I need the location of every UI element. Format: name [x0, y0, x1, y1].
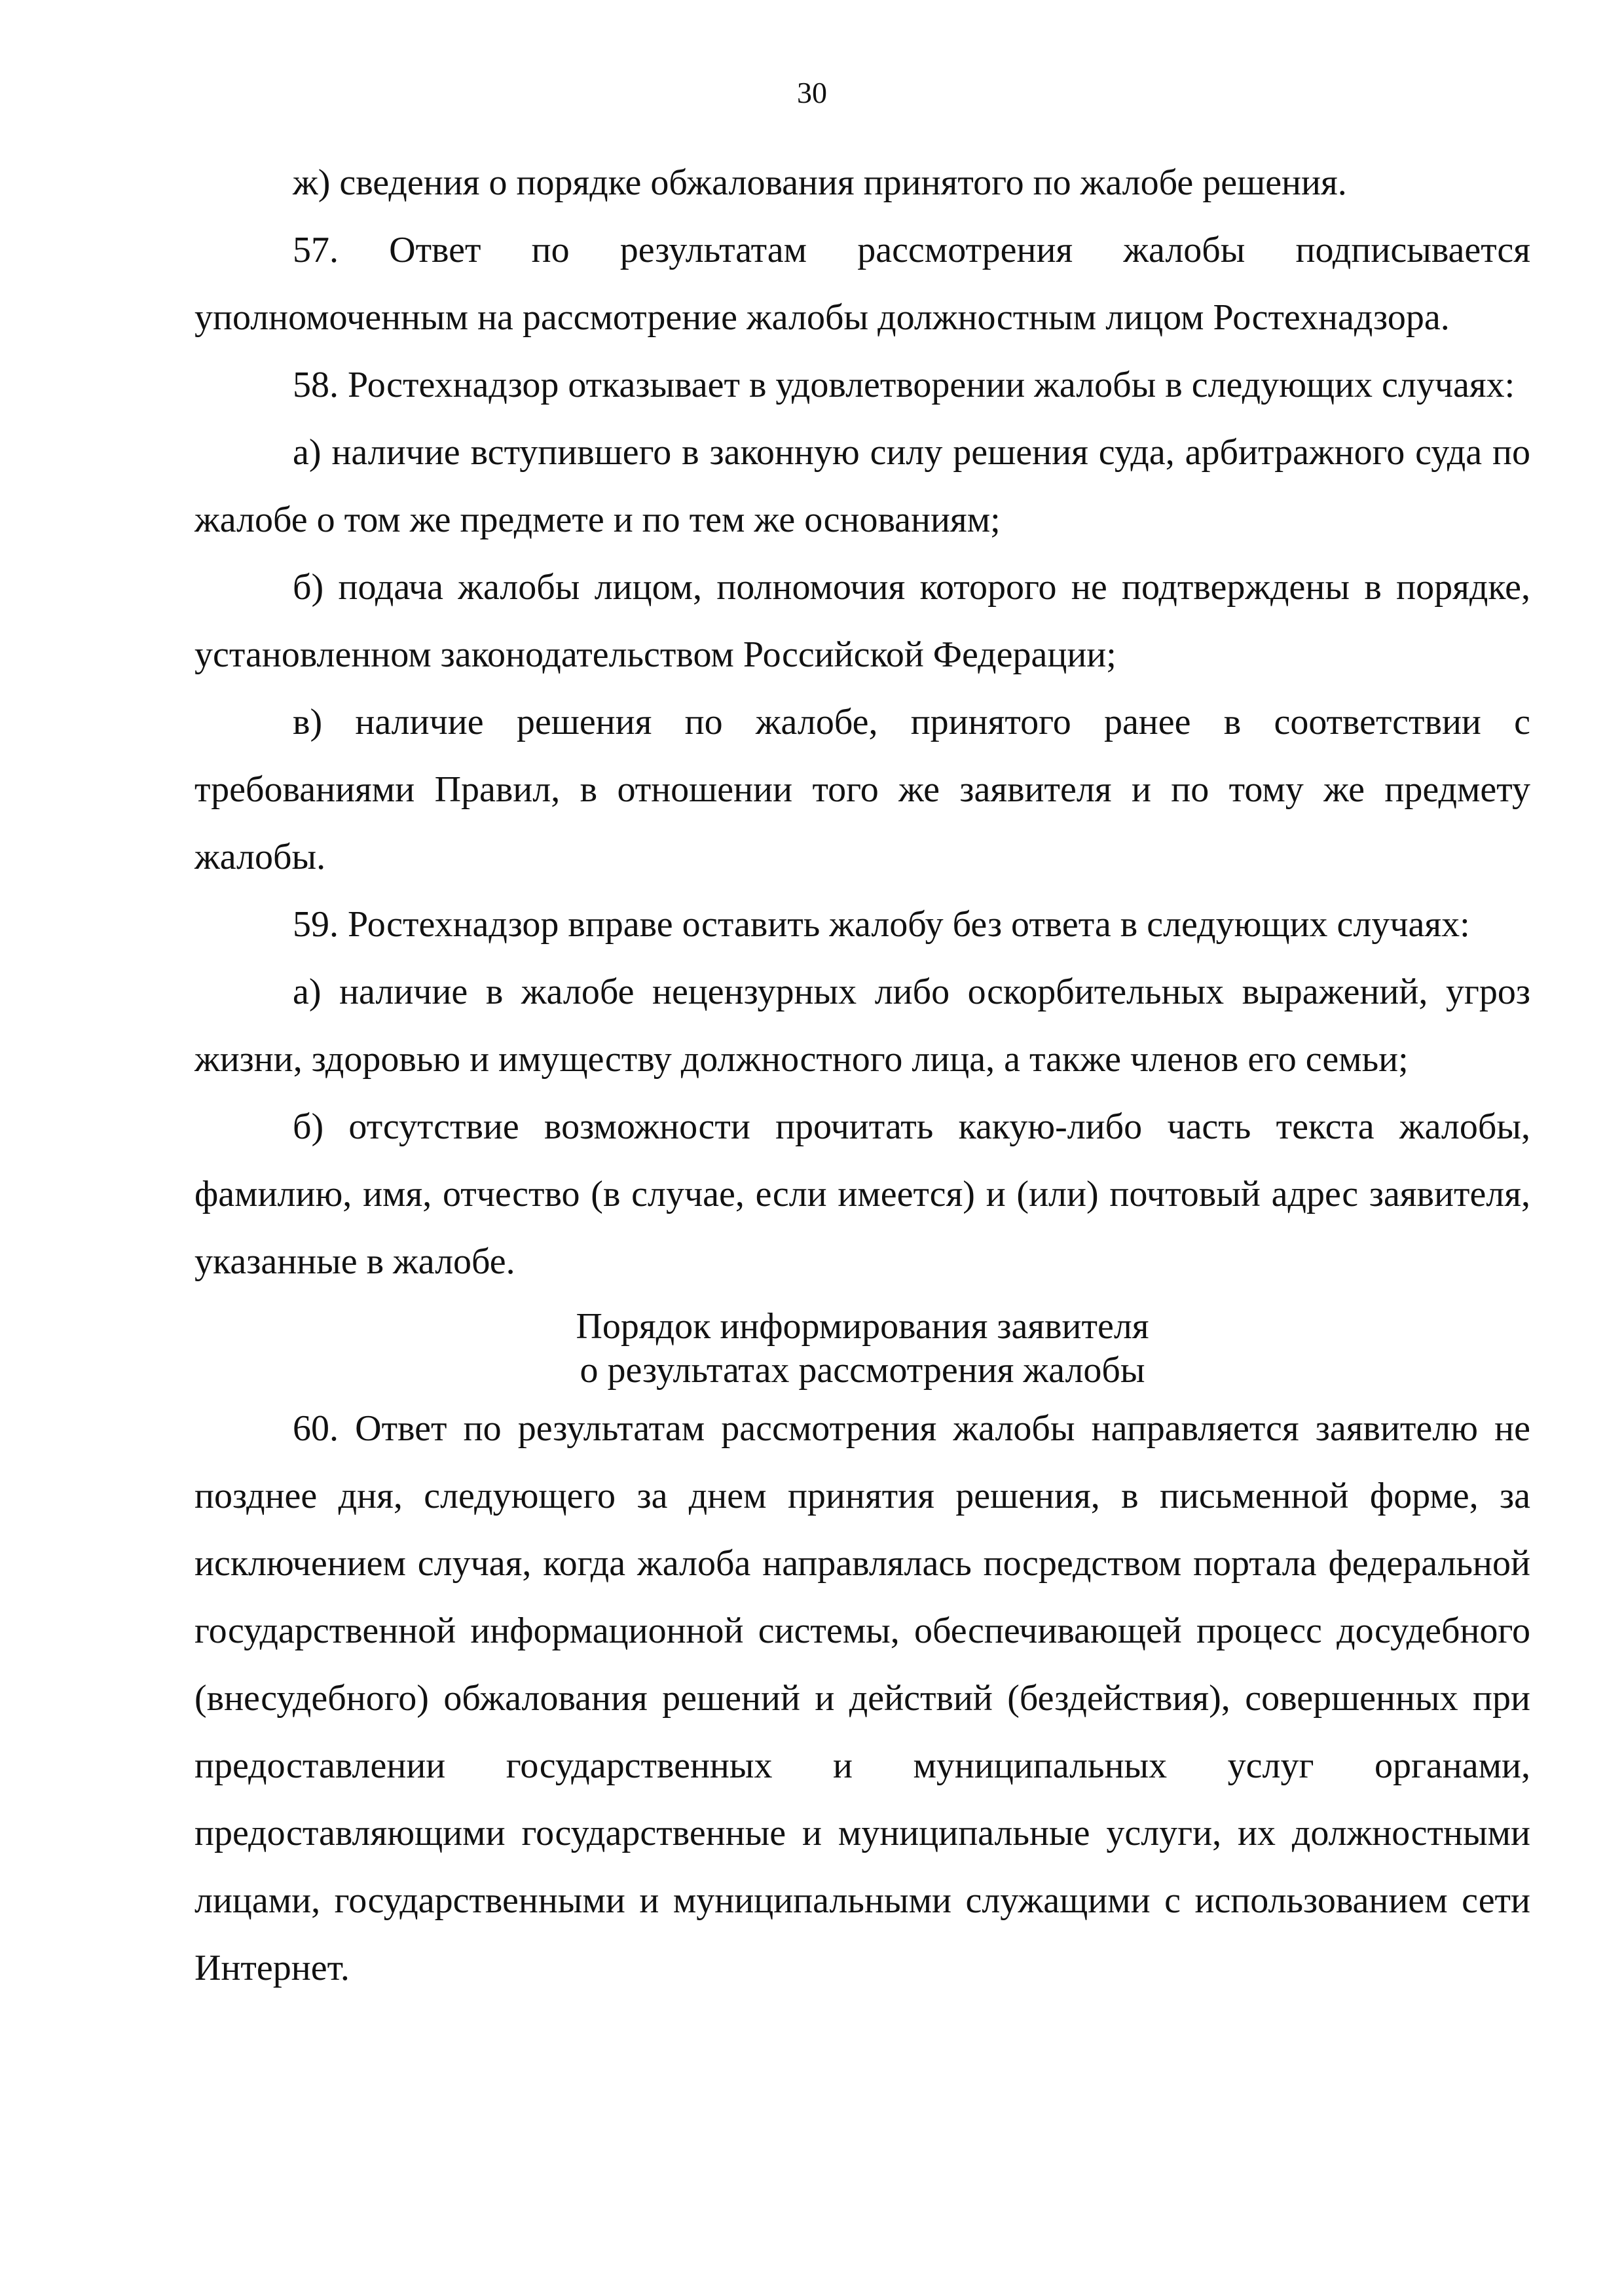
paragraph-57: 57. Ответ по результатам рассмотрения жалобы подписывается уполномоченным на рассмотрение жалобы должностным лицом Ростехнадзора. [194, 230, 1530, 338]
paragraph-58: 58. Ростехнадзор отказывает в удовлетворении жалобы в следующих случаях: [293, 365, 1515, 405]
document-body [194, 149, 1530, 2002]
section-heading-line-2: о результатах рассмотрения жалобы [580, 1350, 1145, 1391]
paragraph-59-b: б) отсутствие возможности прочитать какую-либо часть текста жалобы, фамилию, имя, отчество (в случае, если имеется) и (или) почтовый адрес заявителя, указанные в жалобе. [194, 1106, 1530, 1282]
paragraph-58-a: а) наличие вступившего в законную силу решения суда, арбитражного суда по жалобе о том же предмете и по тем же основаниям; [194, 432, 1530, 540]
page-number: 30 [797, 76, 827, 109]
paragraph-clause-zh: ж) сведения о порядке обжалования принятого по жалобе решения. [293, 162, 1347, 203]
paragraph-58-b: б) подача жалобы лицом, полномочия которого не подтверждены в порядке, установленном законодательством Российской Федерации; [194, 567, 1530, 675]
section-heading-line-1: Порядок информирования заявителя [576, 1306, 1149, 1347]
paragraph-58-v: в) наличие решения по жалобе, принятого ранее в соответствии с требованиями Правил, в отношении того же заявителя и по тому же предмету жалобы. [194, 702, 1530, 877]
section-heading [194, 1305, 1530, 1393]
paragraph-59: 59. Ростехнадзор вправе оставить жалобу без ответа в следующих случаях: [293, 904, 1470, 945]
paragraph-59-a: а) наличие в жалобе нецензурных либо оскорбительных выражений, угроз жизни, здоровью и имуществу должностного лица, а также членов его семьи; [194, 972, 1530, 1080]
paragraph-60: 60. Ответ по результатам рассмотрения жалобы направляется заявителю не позднее дня, следующего за днем принятия решения, в письменной форме, за исключением случая, когда жалоба направлялась посредством портала федеральной государственной информационной системы, обеспечивающей процесс досудебного (внесудебного) обжалования решений и действий (бездействия), совершенных при предоставлении государственных и муниципальных услуг органами, предоставляющими государственные и муниципальные услуги, их должностными лицами, государственными и муниципальными служащими с использованием сети Интернет. [194, 1408, 1530, 1988]
